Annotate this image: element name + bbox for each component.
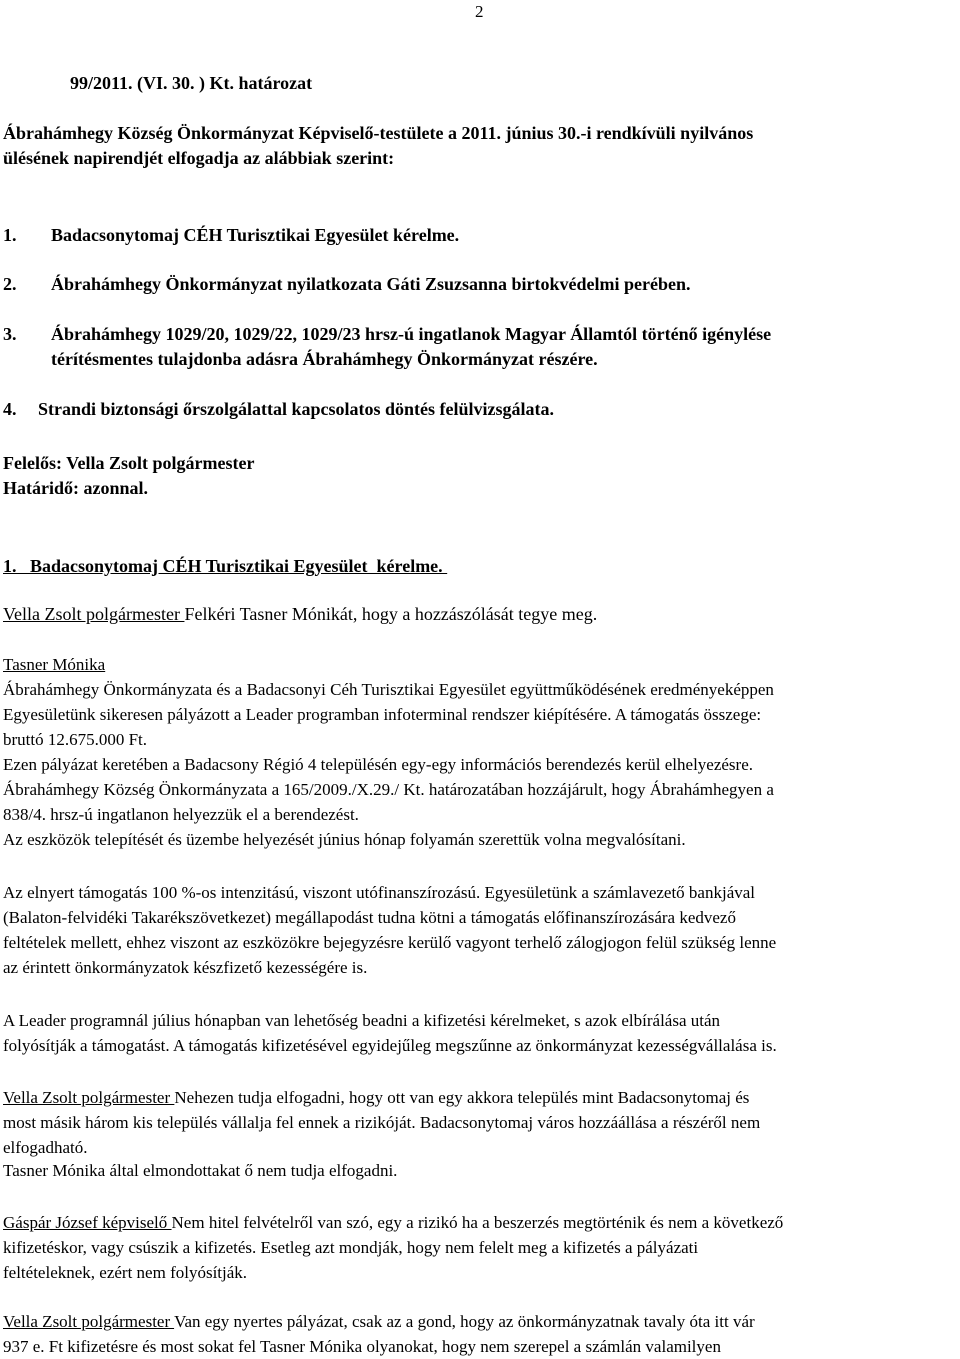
gaspar-name: Gáspár József képviselő	[3, 1213, 172, 1232]
para3-line1: A Leader programnál július hónapban van lehetőség beadni a kifizetési kérelmeket, s azok elbírálása után	[3, 1011, 721, 1030]
resolution-title: 99/2011. (VI. 30. ) Kt. határozat	[70, 73, 313, 93]
gaspar-line-1: Gáspár József képviselő Nem hitel felvételről van szó, egy a rizikó ha a beszerzés megtörténik és nem a következő	[3, 1213, 784, 1232]
para2-line4: az érintett önkormányzatok készfizető kezességére is.	[3, 958, 368, 977]
agenda-item-1: 1. Badacsonytomaj CÉH Turisztikai Egyesület kérelme.	[3, 225, 460, 245]
deadline: Határidő: azonnal.	[3, 478, 149, 498]
para1-line3: bruttó 12.675.000 Ft.	[3, 730, 148, 749]
mayor2-line-1: Vella Zsolt polgármester Van egy nyertes pályázat, csak az a gond, hogy az önkormányzatnak tavaly óta itt vár	[3, 1312, 755, 1331]
para1-line1: Ábrahámhegy Önkormányzata és a Badacsonyi Céh Turisztikai Egyesület együttműködésének eredményeképpen	[3, 680, 774, 699]
agenda-item-2: 2. Ábrahámhegy Önkormányzat nyilatkozata Gáti Zsuzsanna birtokvédelmi perében.	[3, 274, 691, 294]
para2-line2: (Balaton-felvidéki Takarékszövetkezet) megállapodást tudna kötni a támogatás előfinanszírozására kedvező	[3, 908, 736, 927]
mayor-line-4: Tasner Mónika által elmondottakat ő nem tudja elfogadni.	[3, 1161, 398, 1180]
gaspar-line-2: kifizetéskor, vagy csúszik a kifizetés. Esetleg azt mondják, hogy nem felelt meg a kifizetés a pályázati	[3, 1238, 699, 1257]
para2-line3: feltételek mellett, ehhez viszont az eszközökre bejegyzésre kerülő vagyont terhelő zálogjogon felül szükség lenne	[3, 933, 777, 952]
mayor-name: Vella Zsolt polgármester	[3, 1088, 175, 1107]
speaker-name: Vella Zsolt polgármester	[3, 604, 185, 624]
mayor2-line-2: 937 e. Ft kifizetésre és most sokat fel Tasner Mónika olyanokat, hogy nem szerepel a számlán valamilyen	[3, 1337, 721, 1356]
para2-line1: Az elnyert támogatás 100 %-os intenzitású, viszont utófinanszírozású. Egyesületünk a számlavezető bankjával	[3, 883, 756, 902]
gaspar-line-3: feltételeknek, ezért nem folyósítják.	[3, 1263, 248, 1282]
speaker-tasner: Tasner Mónika	[3, 655, 106, 674]
para1-line6: 838/4. hrsz-ú ingatlanon helyezzük el a berendezést.	[3, 805, 359, 824]
page-number: 2	[475, 2, 484, 21]
para1-line2: Egyesületünk sikeresen pályázott a Leader programban infoterminal rendszer kiépítésére. A támogatás összege:	[3, 705, 762, 724]
mayor-line-1: Vella Zsolt polgármester Nehezen tudja elfogadni, hogy ott van egy akkora település mint Badacsonytomaj és	[3, 1088, 750, 1107]
section-1-heading: 1. Badacsonytomaj CÉH Turisztikai Egyesület kérelme.	[3, 556, 448, 576]
resolution-intro-line1: Ábrahámhegy Község Önkormányzat Képviselő-testülete a 2011. június 30.-i rendkívüli nyilvános	[3, 123, 754, 143]
para3-line2: folyósítják a támogatást. A támogatás kifizetésével egyidejűleg megszűnne az önkormányzat kezességvállalása is.	[3, 1036, 777, 1055]
agenda-item-3: 3. Ábrahámhegy 1029/20, 1029/22, 1029/23 hrsz-ú ingatlanok Magyar Államtól történő igénylése	[3, 324, 772, 344]
mayor2-name: Vella Zsolt polgármester	[3, 1312, 175, 1331]
agenda-item-4: 4. Strandi biztonsági őrszolgálattal kapcsolatos döntés felülvizsgálata.	[3, 399, 555, 419]
mayor-line-3: elfogadható.	[3, 1138, 88, 1157]
speaker-line-1: Vella Zsolt polgármester Felkéri Tasner Mónikát, hogy a hozzászólását tegye meg.	[3, 604, 598, 624]
responsible: Felelős: Vella Zsolt polgármester	[3, 453, 255, 473]
para1-line7: Az eszközök telepítését és üzembe helyezését június hónap folyamán szerettük volna megvalósítani.	[3, 830, 686, 849]
resolution-intro-line2: ülésének napirendjét elfogadja az alábbiak szerint:	[3, 148, 395, 168]
para1-line5: Ábrahámhegy Község Önkormányzata a 165/2009./X.29./ Kt. határozatában hozzájárult, hogy Ábrahámhegyen a	[3, 780, 774, 799]
mayor-line-2: most másik három kis település vállalja fel ennek a rizikóját. Badacsonytomaj város hozzáállása a részéről nem	[3, 1113, 761, 1132]
agenda-item-3-cont: térítésmentes tulajdonba adásra Ábrahámhegy Önkormányzat részére.	[51, 349, 598, 369]
para1-line4: Ezen pályázat keretében a Badacsony Régió 4 településén egy-egy információs berendezés kerül elhelyezésre.	[3, 755, 754, 774]
